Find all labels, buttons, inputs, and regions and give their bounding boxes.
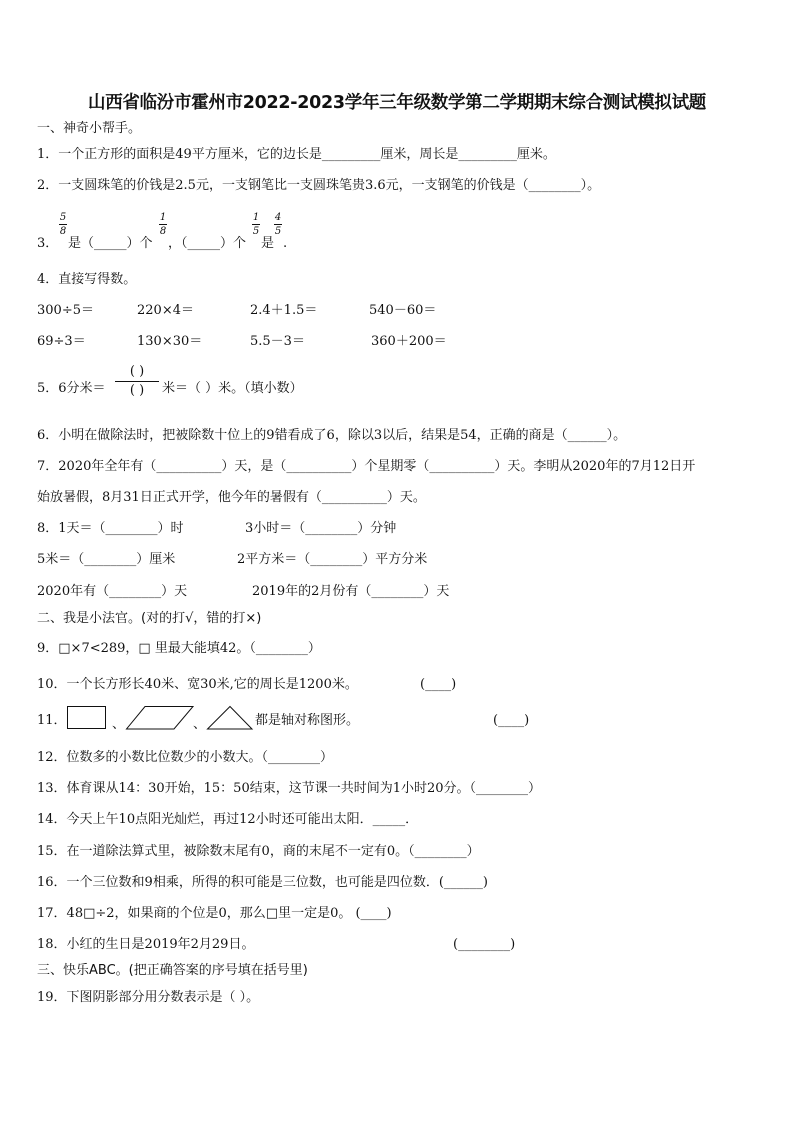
question-7-line-2: 始放暑假，8月31日正式开学，他今年的暑假有（__________）天。: [37, 490, 426, 505]
fraction-4-5: [274, 212, 282, 237]
conversion-item: 2019年的2月份有（________）天: [252, 584, 450, 599]
fraction-denominator: 5: [274, 226, 282, 237]
question-5-fraction: [115, 363, 159, 400]
question-18: 18．小红的生日是2019年2月29日。: [37, 937, 255, 952]
section-2-heading: 二、我是小法官。(对的打√，错的打×): [37, 611, 262, 626]
conversion-item: 5米＝（________）厘米: [37, 552, 176, 567]
fraction-bar: [59, 224, 67, 225]
fraction-bar: [274, 224, 282, 225]
question-3-prefix: 3．: [37, 236, 59, 251]
fraction-denominator: 5: [252, 226, 260, 237]
calc-item: 220×4＝: [137, 303, 194, 318]
fraction-numerator: 1: [159, 212, 167, 223]
question-3-text-3: 是: [261, 236, 275, 251]
question-16: 16．一个三位数和9相乘，所得的积可能是三位数，也可能是四位数．(______): [37, 875, 488, 890]
question-3-text-2: ，（_____）个: [168, 236, 247, 251]
question-6: 6．小明在做除法时，把被除数十位上的9错看成了6，除以3以后，结果是54，正确的商是（______）。: [37, 428, 627, 443]
question-7-line-1: 7．2020年全年有（__________）天，是（__________）个星期零（__________）天。李明从2020年的7月12日开: [37, 459, 696, 474]
question-17: 17．48□÷2，如果商的个位是0，那么□里一定是0。 (____): [37, 906, 392, 921]
question-12: 12．位数多的小数比位数少的小数大。（________）: [37, 750, 334, 765]
conversion-item: 3小时＝（________）分钟: [245, 521, 397, 536]
calc-item: 2.4＋1.5＝: [250, 303, 318, 318]
calc-item: 69÷3＝: [37, 334, 86, 349]
calc-item: 540－60＝: [369, 303, 437, 318]
fraction-1-5: [252, 212, 260, 237]
calc-item: 360＋200＝: [371, 334, 447, 349]
question-3-text-1: 是（_____）个: [68, 236, 153, 251]
triangle-shape: [207, 706, 253, 730]
fraction-denominator: ( ): [129, 383, 145, 398]
conversion-item: 8．1天＝（________）时: [37, 521, 184, 536]
calc-item: 5.5－3＝: [250, 334, 305, 349]
fraction-bar: [252, 224, 260, 225]
conversion-item: 2平方米＝（________）平方分米: [237, 552, 428, 567]
parallelogram-shape: [126, 706, 194, 730]
question-9: 9．□×7<289，□ 里最大能填42。（________）: [37, 641, 321, 656]
question-11-blank: (____): [493, 713, 530, 728]
question-1: 1．一个正方形的面积是49平方厘米，它的边长是_________厘米，周长是_________厘米。: [37, 147, 556, 162]
fraction-numerator: ( ): [129, 364, 145, 379]
question-3-end: .: [283, 236, 288, 251]
fraction-5-8: [59, 212, 67, 237]
section-1-heading: 一、神奇小帮手。: [37, 121, 142, 136]
fraction-bar: [159, 224, 167, 225]
question-11-text: 都是轴对称图形。: [255, 713, 360, 728]
fraction-denominator: 8: [59, 226, 67, 237]
separator: 、: [193, 717, 207, 732]
rectangle-shape: [67, 706, 107, 730]
question-10-blank: (____): [420, 677, 457, 692]
fraction-numerator: 1: [252, 212, 260, 223]
fraction-numerator: 4: [274, 212, 282, 223]
question-15: 15．在一道除法算式里，被除数末尾有0，商的末尾不一定有0。（________）: [37, 844, 480, 859]
question-10: 10．一个长方形长40米、宽30米,它的周长是1200米。: [37, 677, 358, 692]
question-18-blank: (________): [453, 937, 516, 952]
question-2: 2．一支圆珠笔的价钱是2.5元，一支钢笔比一支圆珠笔贵3.6元，一支钢笔的价钱是（________）。: [37, 178, 601, 193]
question-13: 13．体育课从14：30开始，15：50结束，这节课一共时间为1小时20分。（________）: [37, 781, 542, 796]
separator: 、: [112, 717, 126, 732]
fraction-numerator: 5: [59, 212, 67, 223]
question-19: 19．下图阴影部分用分数表示是（ ）。: [37, 990, 260, 1005]
question-11-prefix: 11．: [37, 713, 67, 728]
page-title: 山西省临汾市霍州市2022-2023学年三年级数学第二学期期末综合测试模拟试题: [88, 93, 706, 113]
conversion-item: 2020年有（________）天: [37, 584, 188, 599]
calc-item: 130×30＝: [137, 334, 203, 349]
question-4: 4．直接写得数。: [37, 272, 137, 287]
question-5-prefix: 5．6分米＝: [37, 381, 106, 396]
calc-item: 300÷5＝: [37, 303, 94, 318]
section-3-heading: 三、快乐ABC。(把正确答案的序号填在括号里): [37, 963, 308, 978]
question-5-suffix: 米＝（ ）米。（填小数）: [162, 381, 303, 396]
fraction-denominator: 8: [159, 226, 167, 237]
question-14: 14．今天上午10点阳光灿烂，再过12小时还可能出太阳．_____．: [37, 812, 419, 827]
fraction-1-8: [159, 212, 167, 237]
